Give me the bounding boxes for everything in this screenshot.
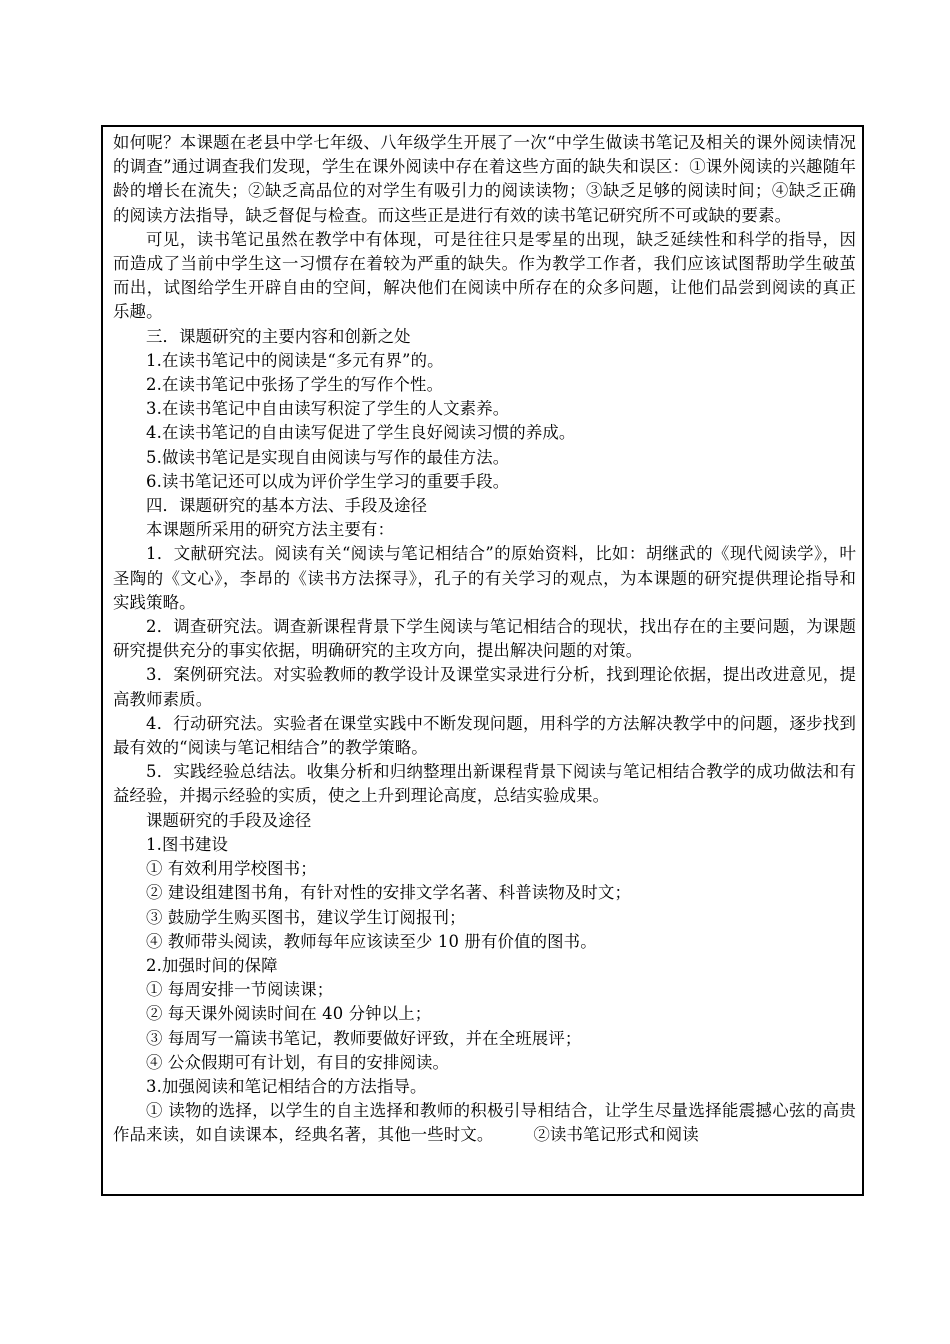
subheading-method-guidance: 3.加强阅读和笔记相结合的方法指导。 <box>146 1076 427 1096</box>
method-item: 3．案例研究法。对实验教师的教学设计及课堂实录进行分析，找到理论依据，提出改进意见，提高教师素质。 <box>113 665 856 709</box>
paragraph-last <box>113 1099 856 1147</box>
list-item: ③ 每周写一篇读书笔记，教师要做好评致，并在全班展评； <box>146 1028 582 1048</box>
list-item: 3.在读书笔记中自由读写积淀了学生的人文素养。 <box>146 399 510 419</box>
section-heading-4: 四．课题研究的基本方法、手段及途径 <box>146 496 428 516</box>
list-item: ① 每周安排一节阅读课； <box>146 980 334 1000</box>
list-item: 5.做读书笔记是实现自由阅读与写作的最佳方法。 <box>146 447 510 467</box>
method-item: 1．文献研究法。阅读有关“阅读与笔记相结合”的原始资料，比如：胡继武的《现代阅读学》，叶圣陶的《文心》，李昂的《读书方法探寻》，孔子的有关学习的观点，为本课题的研究提供理论指导和实践策略。 <box>113 544 856 612</box>
paragraph-1: 可见，读书笔记虽然在教学中有体现，可是往往只是零星的出现，缺乏延续性和科学的指导，因而造成了当前中学生这一习惯存在着较为严重的缺失。作为教学工作者，我们应该试图帮助学生破茧而出，试图给学生开辟自由的空间，解决他们在阅读中所存在的众多问题，让他们品尝到阅读的真正乐趣。 <box>113 229 856 322</box>
list-item: ② 建设组建图书角，有针对性的安排文学名著、科普读物及时文； <box>146 883 632 903</box>
method-item: 4．行动研究法。实验者在课堂实践中不断发现问题，用科学的方法解决教学中的问题，逐步找到最有效的“阅读与笔记相结合”的教学策略。 <box>113 713 856 758</box>
subheading-means: 课题研究的手段及途径 <box>146 810 312 830</box>
subheading-books: 1.图书建设 <box>146 834 229 854</box>
section-heading-3: 三．课题研究的主要内容和创新之处 <box>146 326 411 346</box>
paragraph-0: 如何呢？本课题在老县中学七年级、八年级学生开展了一次“中学生做读书笔记及相关的课外阅读情况的调查”通过调查我们发现，学生在课外阅读中存在着这些方面的缺失和误区：①课外阅读的兴趣随年龄的增长在流失；②缺乏高品位的对学生有吸引力的阅读读物；③缺乏足够的阅读时间；④缺乏正确的阅读方法指导，缺乏督促与检查。而这些正是进行有效的读书笔记研究所不可或缺的要素。 <box>113 133 856 225</box>
list-item: 4.在读书笔记的自由读写促进了学生良好阅读习惯的养成。 <box>146 423 576 443</box>
document-body <box>113 131 856 1148</box>
paragraph-last-tail: ②读书笔记形式和阅读 <box>533 1125 699 1145</box>
paragraph-methods-intro: 本课题所采用的研究方法主要有： <box>146 520 395 540</box>
list-item: ② 每天课外阅读时间在 40 分钟以上； <box>146 1004 432 1024</box>
list-item: 2.在读书笔记中张扬了学生的写作个性。 <box>146 375 444 395</box>
paragraph-last-text: ① 读物的选择，以学生的自主选择和教师的积极引导相结合，让学生尽量选择能震撼心弦的高贵作品来读，如自读课本，经典名著，其他一些时文。 <box>113 1101 856 1145</box>
subheading-time: 2.加强时间的保障 <box>146 955 278 975</box>
list-item: ④ 教师带头阅读，教师每年应该读至少 10 册有价值的图书。 <box>146 931 597 951</box>
list-item: ③ 鼓励学生购买图书，建议学生订阅报刊； <box>146 907 466 927</box>
method-item: 2．调查研究法。调查新课程背景下学生阅读与笔记相结合的现状，找出存在的主要问题，为课题研究提供充分的事实依据，明确研究的主攻方向，提出解决问题的对策。 <box>113 617 856 661</box>
list-item: 6.读书笔记还可以成为评价学生学习的重要手段。 <box>146 471 510 491</box>
document-frame <box>101 125 864 1196</box>
list-item: ④ 公众假期可有计划，有目的安排阅读。 <box>146 1052 450 1072</box>
method-item: 5．实践经验总结法。收集分析和归纳整理出新课程背景下阅读与笔记相结合教学的成功做法和有益经验，并揭示经验的实质，使之上升到理论高度，总结实验成果。 <box>113 762 856 806</box>
list-item: ① 有效利用学校图书； <box>146 859 317 879</box>
list-item: 1.在读书笔记中的阅读是“多元有界”的。 <box>146 350 444 370</box>
